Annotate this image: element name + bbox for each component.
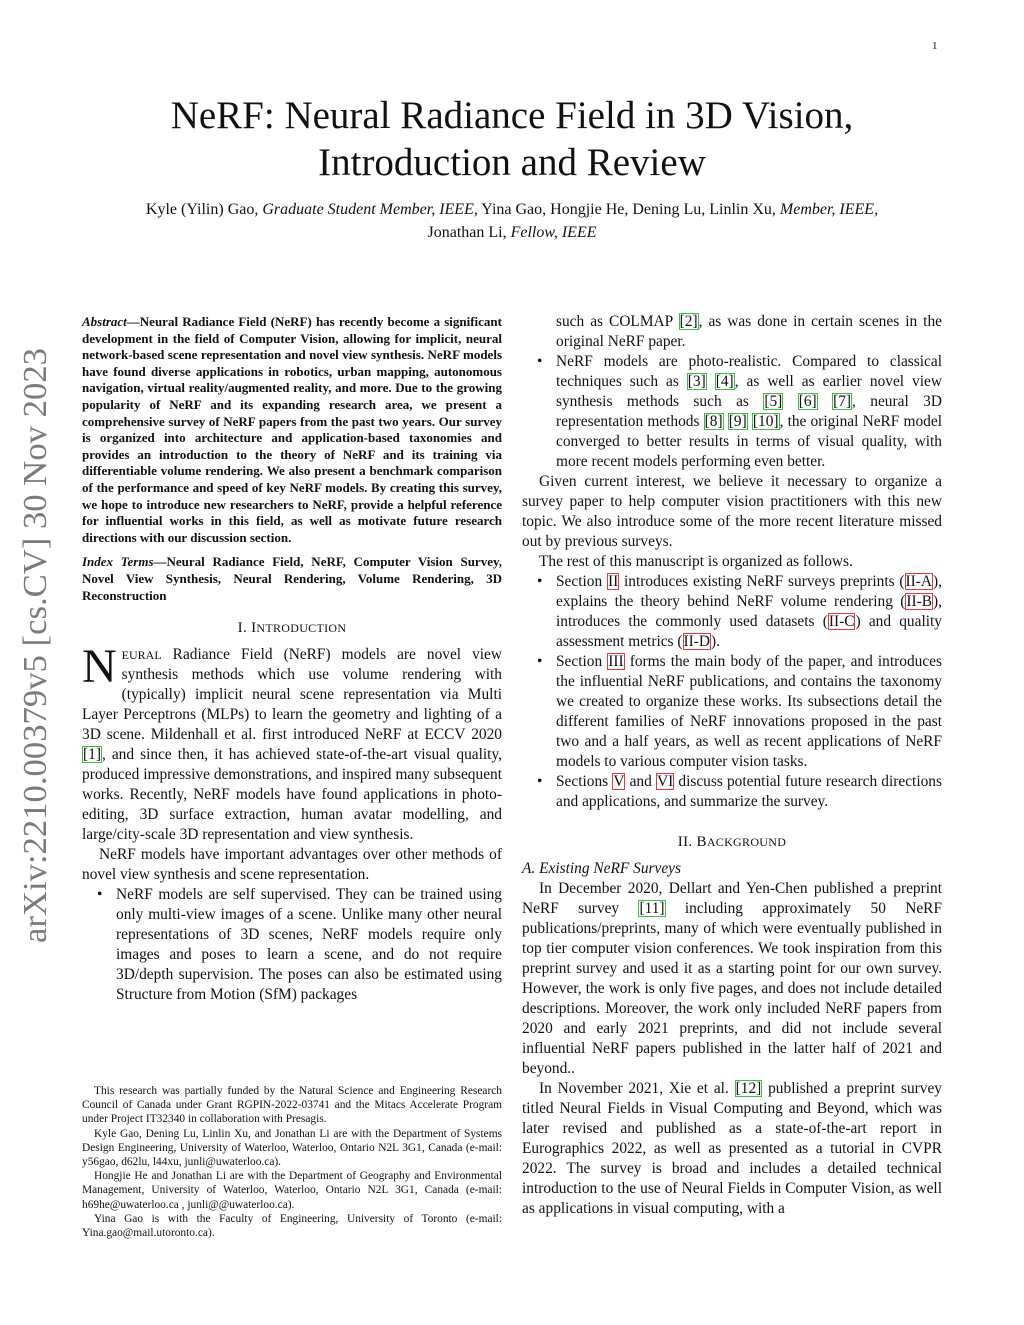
section-link[interactable]: II-C	[828, 613, 855, 630]
footnote: Kyle Gao, Dening Lu, Linlin Xu, and Jonathan Li are with the Department of Systems Design Engineering, University of Waterloo, Waterloo, Ontario N2L 3G1, Canada (e-mail: y56gao, d62lu, l44xu, junli@uwaterloo.ca).	[82, 1127, 502, 1169]
author-list	[140, 198, 884, 244]
footnote: Yina Gao is with the Faculty of Engineering, University of Toronto (e-mail: Yina.gao@mail.utoronto.ca).	[82, 1212, 502, 1240]
left-column	[82, 314, 502, 1005]
index-terms-label: Index Terms	[82, 554, 154, 570]
citation-link[interactable]: [8]	[704, 413, 723, 430]
citation-link[interactable]: [4]	[715, 373, 734, 390]
arxiv-stamp	[14, 345, 54, 945]
title-line-1: NeRF: Neural Radiance Field in 3D Vision,	[170, 94, 854, 137]
citation-link[interactable]: [1]	[83, 746, 101, 764]
abstract-text: —Neural Radiance Field (NeRF) has recently become a significant development in the field of Computer Vision, allowing for implicit, neural network-based scene representation and novel view synthesis. NeRF models have found diverse applications in robotics, urban mapping, autonomous navigation, virtual reality/augmented reality, and more. Due to the growing popularity of NeRF and its expanding research area, we present a comprehensive survey of NeRF papers from the past two years. Our survey is organized into architecture and application-based taxonomies and provides an introduction to the theory of NeRF and its training via differentiable volume rendering. We also present a benchmark comparison of the performance and speed of key NeRF models. By creating this survey, we hope to introduce new researchers to NeRF, provide a helpful reference for influential works in this field, as well as motivate future research directions with our discussion section.	[82, 314, 502, 545]
list-item: • NeRF models are self supervised. They can be trained using only multi-view images of a scene. Unlike many other neural representations of 3D scenes, NeRF models require only images and poses to learn a scene, and do not require 3D/depth supervision. The poses can also be estimated using Structure from Motion (SfM) packages	[97, 886, 502, 1004]
author-1-role: Graduate Student Member, IEEE,	[262, 201, 478, 218]
list-item: such as COLMAP [2], as was done in certain scenes in the original NeRF paper.	[556, 313, 942, 350]
citation-link[interactable]: [6]	[798, 393, 817, 410]
section-link[interactable]: II-A	[905, 573, 933, 590]
section-heading-introduction: I. INTRODUCTION	[237, 620, 347, 637]
list-item: • Section III forms the main body of the paper, and introduces the influential NeRF publications, and contains the taxonomy we created to organize these works. Its subsections detail the different families of NeRF innovations proposed in the past two and a half years, as well as recent applications of NeRF models to various computer vision tasks.	[537, 653, 942, 770]
arxiv-stamp-text: arXiv:2210.00379v5 [cs.CV] 30 Nov 2023	[17, 359, 54, 943]
list-item: • Sections V and VI discuss potential future research directions and applications, and summarize the survey.	[537, 773, 942, 810]
footnote: Hongjie He and Jonathan Li are with the Department of Geography and Environmental Management, University of Waterloo, Waterloo, Ontario N2L 3G1, Canada (e-mail: h69he@uwaterloo.ca , junli@@uwaterloo.ca).	[82, 1170, 502, 1211]
citation-link[interactable]: [7]	[833, 393, 852, 410]
drop-cap: N	[82, 640, 117, 694]
subsection-heading: A. Existing NeRF Surveys	[522, 860, 681, 877]
abstract	[82, 314, 502, 546]
citation-link[interactable]: [2]	[679, 313, 698, 330]
footnotes	[82, 1084, 502, 1240]
author-3: Jonathan Li,	[427, 224, 511, 241]
citation-link[interactable]: [11]	[639, 900, 665, 917]
citation-link[interactable]: [5]	[764, 393, 783, 410]
citation-link[interactable]: [10]	[752, 413, 779, 430]
section-link[interactable]: II-B	[906, 593, 933, 610]
section-link[interactable]: V	[613, 773, 625, 790]
author-2: Yina Gao, Hongjie He, Dening Lu, Linlin Xu,	[477, 201, 780, 218]
section-link[interactable]: VI	[656, 773, 674, 790]
bullet-icon: •	[97, 886, 103, 904]
author-3-role: Fellow, IEEE	[510, 224, 597, 241]
citation-link[interactable]: [12]	[735, 1080, 762, 1097]
outline-list	[522, 572, 942, 812]
title-line-2: Introduction and Review	[318, 141, 706, 184]
footnote: This research was partially funded by the Natural Science and Engineering Research Council of Canada under Grant RGPIN-2022-03741 and the Mitacs Accelerate Program under Project IT32340 in collaboration with Presagis.	[82, 1085, 502, 1126]
outline-intro: The rest of this manuscript is organized as follows.	[539, 553, 853, 570]
page-number: 1	[932, 40, 938, 52]
list-item: • NeRF models are photo-realistic. Compared to classical techniques such as [3] [4], as well as earlier novel view synthesis methods such as [5] [6] [7], neural 3D representation methods [8] [9] [10], the original NeRF model converged to better results in terms of visual quality, with more recent models performing even better.	[537, 353, 942, 470]
intro-paragraph-2: NeRF models have important advantages over other methods of novel view synthesis and scene representation.	[82, 846, 502, 884]
list-item: • Section II introduces existing NeRF surveys preprints (II-A), explains the theory behind NeRF volume rendering (II-B), introduces the commonly used datasets (II-C) and quality assessment metrics (II-D).	[537, 573, 942, 650]
author-1: Kyle (Yilin) Gao,	[145, 201, 263, 218]
paper-title	[60, 92, 964, 186]
section-link[interactable]: III	[608, 653, 624, 670]
bullet-icon: •	[537, 773, 543, 790]
surveys-paragraph-2: In November 2021, Xie et al. [12] published a preprint survey titled Neural Fields in Visual Computing and Beyond, which was later revised and published as a state-of-the-art report in Eurographics 2022, as well as presented as a tutorial in CVPR 2022. The survey is broad and includes a detailed technical introduction to the use of Neural Fields in Computer Vision, as well as applications in visual computing, with a	[522, 1080, 942, 1217]
citation-link[interactable]: [3]	[687, 373, 706, 390]
index-terms	[82, 554, 502, 604]
citation-link[interactable]: [9]	[728, 413, 747, 430]
motivation-paragraph: Given current interest, we believe it necessary to organize a survey paper to help computer vision practitioners with this new topic. We also introduce some of the more recent literature missed out by previous surveys.	[522, 473, 942, 550]
intro-paragraph-1: NEURAL Radiance Field (NeRF) models are novel view synthesis methods which use volume rendering with (typically) implicit neural scene representation via Multi Layer Perceptrons (MLPs) to learn the geometry and lighting of a 3D scene. Mildenhall et al. first introduced NeRF at ECCV 2020 [1], and since then, it has achieved state-of-the-art visual quality, produced impressive demonstrations, and inspired many subsequent works. Recently, NeRF models have found applications in photo-editing, 3D surface extraction, human avatar modelling, and large/city-scale 3D representation and view synthesis.	[82, 640, 502, 844]
bullet-icon: •	[537, 353, 543, 370]
abstract-label: Abstract	[82, 314, 127, 329]
section-link[interactable]: II-D	[683, 633, 711, 650]
author-2-role: Member, IEEE,	[779, 201, 879, 218]
index-terms-text: —Neural Radiance Field, NeRF, Computer Vision Survey, Novel View Synthesis, Neural Rendering, Volume Rendering, 3D Reconstruction	[82, 554, 502, 603]
right-column	[522, 312, 942, 1219]
bullet-icon: •	[537, 653, 543, 670]
advantages-list-continued	[522, 312, 942, 472]
advantages-list	[82, 885, 502, 1005]
section-heading-background: II. BACKGROUND	[677, 834, 787, 850]
section-link[interactable]: II	[607, 573, 619, 590]
surveys-paragraph-1: In December 2020, Dellart and Yen-Chen published a preprint NeRF survey [11] including approximately 50 NeRF publications/preprints, many of which were eventually published in top tier computer vision conferences. We took inspiration from this preprint survey and used it as a starting point for our own survey. However, the work is only five pages, and does not include detailed descriptions. Moreover, the work only included NeRF papers from 2020 and early 2021 preprints, and did not include several influential NeRF papers published in the latter half of 2021 and beyond..	[522, 880, 942, 1077]
bullet-icon: •	[537, 573, 543, 590]
